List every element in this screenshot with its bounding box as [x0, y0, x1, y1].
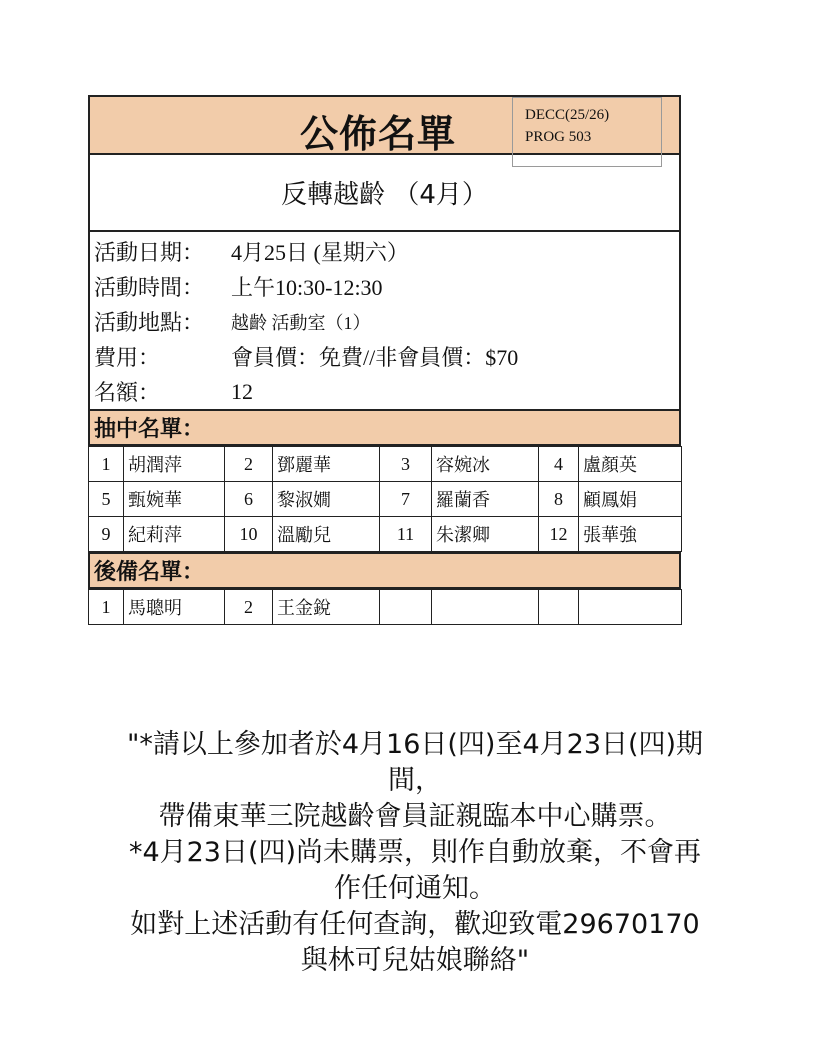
- entry-number: 8: [539, 482, 579, 517]
- info-row-date: [90, 234, 679, 269]
- entry-name: 盧顏英: [579, 447, 682, 482]
- entry-number: 2: [225, 590, 273, 625]
- info-row-venue: [90, 304, 679, 339]
- table-row: [89, 590, 682, 625]
- announcement-sheet: [88, 95, 681, 625]
- header-bar: [88, 95, 681, 155]
- fee-label: 費用：: [94, 346, 161, 371]
- entry-number: 10: [225, 517, 273, 552]
- entry-number: 1: [89, 447, 124, 482]
- entry-number: 7: [380, 482, 432, 517]
- page-title: 公佈名單: [300, 112, 457, 156]
- entry-number: 9: [89, 517, 124, 552]
- activity-info: [88, 232, 681, 409]
- entry-number: 2: [225, 447, 273, 482]
- info-row-time: [90, 269, 679, 304]
- entry-name: 顧鳳娟: [579, 482, 682, 517]
- entry-name: 鄧麗華: [273, 447, 380, 482]
- entry-name: 張華強: [579, 517, 682, 552]
- table-row: [89, 482, 682, 517]
- entry-number: 11: [380, 517, 432, 552]
- entry-name: 容婉冰: [432, 447, 539, 482]
- time-label: 活動時間：: [94, 276, 205, 301]
- date-label: 活動日期：: [94, 241, 205, 266]
- program-code-line2: PROG 503: [525, 129, 592, 145]
- entry-number: [539, 590, 579, 625]
- entry-name: 朱潔卿: [432, 517, 539, 552]
- notice-line: "*請以上參加者於4月16日(四)至4月23日(四)期: [126, 729, 704, 760]
- program-code-box: [512, 97, 662, 167]
- notice-line: 如對上述活動有任何查詢，歡迎致電29670170: [130, 909, 700, 940]
- entry-name: 甄婉華: [124, 482, 225, 517]
- entry-name: 王金銳: [273, 590, 380, 625]
- entry-number: [380, 590, 432, 625]
- activity-subtitle: 反轉越齡 （4月）: [88, 155, 681, 232]
- entry-number: 6: [225, 482, 273, 517]
- entry-name: 紀莉萍: [124, 517, 225, 552]
- entry-name: 羅蘭香: [432, 482, 539, 517]
- entry-name: 馬聰明: [124, 590, 225, 625]
- notice-text: [60, 727, 770, 979]
- venue-value: 越齡 活動室（1）: [231, 312, 371, 333]
- notice-line: 間，: [388, 765, 442, 796]
- quota-value: 12: [231, 378, 253, 404]
- time-value: 上午10:30-12:30: [231, 275, 383, 300]
- entry-name: [432, 590, 539, 625]
- winners-table: [88, 446, 682, 552]
- entry-number: 4: [539, 447, 579, 482]
- venue-label: 活動地點：: [94, 311, 205, 336]
- quota-label: 名額：: [94, 381, 161, 406]
- waitlist-heading: 後備名單：: [88, 552, 681, 589]
- entry-name: 黎淑嫺: [273, 482, 380, 517]
- notice-line: *4月23日(四)尚未購票，則作自動放棄，不會再: [128, 837, 702, 868]
- entry-name: [579, 590, 682, 625]
- table-row: [89, 447, 682, 482]
- notice-line: 作任何通知。: [334, 873, 496, 904]
- fee-value: 會員價：免費//非會員價：$70: [231, 345, 519, 370]
- info-row-fee: [90, 339, 679, 374]
- entry-number: 1: [89, 590, 124, 625]
- entry-name: 溫勵兒: [273, 517, 380, 552]
- entry-number: 3: [380, 447, 432, 482]
- waitlist-table: [88, 589, 682, 625]
- notice-line: 與林可兒姑娘聯絡": [300, 945, 530, 976]
- entry-number: 5: [89, 482, 124, 517]
- entry-number: 12: [539, 517, 579, 552]
- notice-line: 帶備東華三院越齡會員証親臨本中心購票。: [158, 801, 672, 832]
- program-code-line1: DECC(25/26): [525, 107, 610, 123]
- table-row: [89, 517, 682, 552]
- date-value: 4月25日 (星期六）: [231, 240, 409, 265]
- info-row-quota: [90, 374, 679, 409]
- winners-heading: 抽中名單：: [88, 409, 681, 446]
- entry-name: 胡潤萍: [124, 447, 225, 482]
